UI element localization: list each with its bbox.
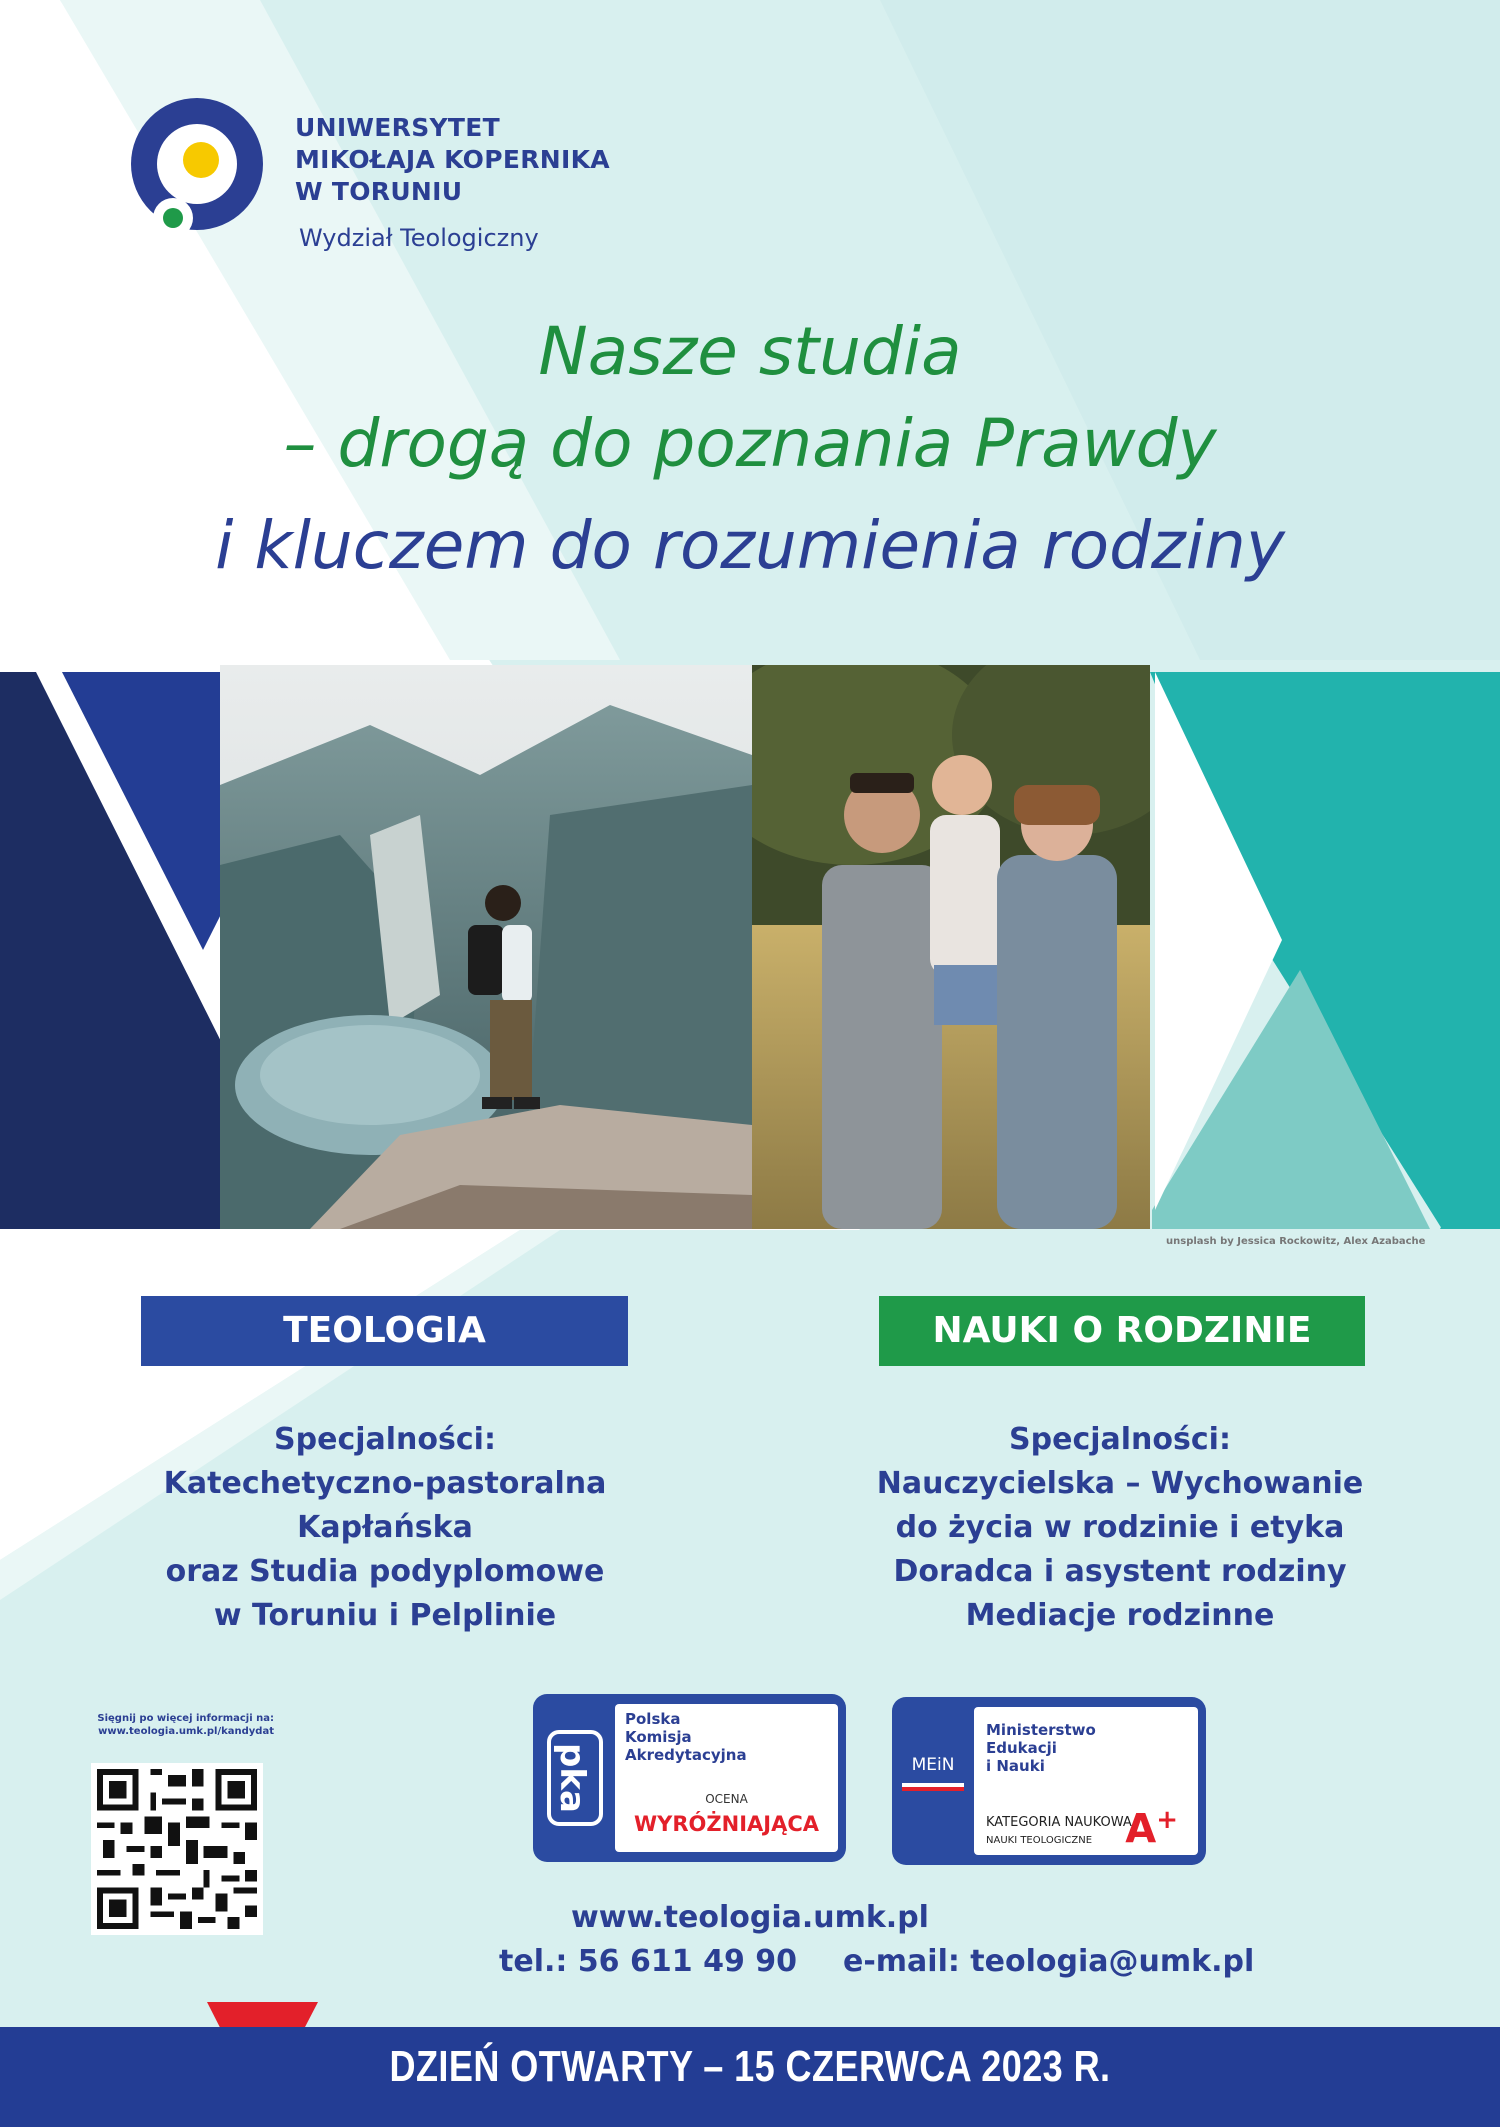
- photo-credit: unsplash by Jessica Rockowitz, Alex Azabache: [1166, 1236, 1426, 1247]
- hiker-photo: [220, 665, 752, 1229]
- faculty-name: Wydział Teologiczny: [299, 224, 539, 252]
- phone-number[interactable]: tel.: 56 611 49 90: [499, 1944, 798, 1979]
- email-link[interactable]: e-mail: teologia@umk.pl: [843, 1944, 1255, 1979]
- website-link[interactable]: www.teologia.umk.pl: [571, 1900, 929, 1935]
- university-name: UNIWERSYTET MIKOŁAJA KOPERNIKA W TORUNIU: [295, 113, 610, 206]
- program-nauki-o-rodzinie-banner: NAUKI O RODZINIE: [879, 1296, 1365, 1366]
- headline-line-2: – drogą do poznania Prawdy: [283, 405, 1217, 482]
- svg-text:pka: pka: [552, 1743, 592, 1813]
- mein-logo: MEiN: [911, 1755, 955, 1775]
- pka-accreditation-badge: pka Polska Komisja Akredytacyjna OCENA WYRÓŻNIAJĄCA: [533, 1694, 846, 1862]
- pka-logo-icon: [547, 1730, 603, 1826]
- qr-label: Sięgnij po więcej informacji na: www.teologia.umk.pl/kandydat: [97, 1713, 274, 1737]
- teologia-specializations: Specjalności: Katechetyczno-pastoralna Kapłańska oraz Studia podyplomowe w Toruniu i Pelplinie: [163, 1422, 607, 1633]
- nauki-o-rodzinie-specializations: Specjalności: Nauczycielska – Wychowanie do życia w rodzinie i etyka Doradca i asystent rodziny Mediacje rodzinne: [876, 1422, 1364, 1633]
- open-day-text: DZIEŃ OTWARTY – 15 CZERWCA 2023 R.: [389, 2042, 1111, 2091]
- mein-category-badge: MEiN Ministerstwo Edukacji i Nauki KATEGORIA NAUKOWA NAUKI TEOLOGICZNE A+: [892, 1697, 1206, 1865]
- umk-logo-icon: [127, 96, 267, 242]
- headline-line-1: Nasze studia: [538, 313, 962, 390]
- headline-line-3: i kluczem do rozumienia rodziny: [215, 507, 1285, 584]
- family-photo: [752, 665, 1150, 1229]
- program-teologia-banner: TEOLOGIA: [141, 1296, 628, 1366]
